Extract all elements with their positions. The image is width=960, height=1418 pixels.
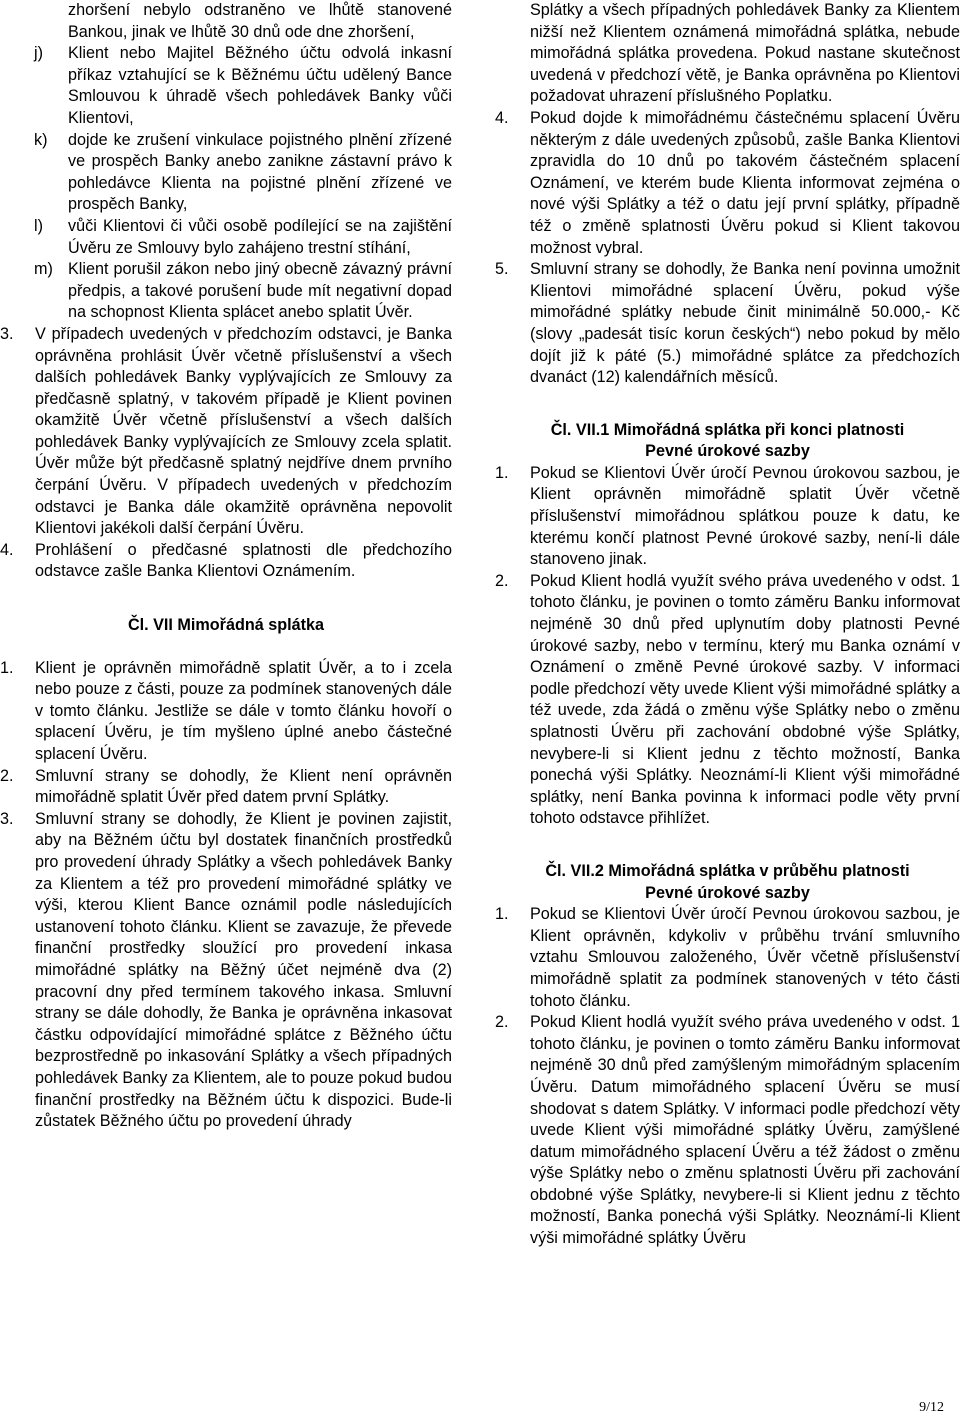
list-item-j (0, 43, 452, 129)
paragraph-text: Pokud dojde k mimořádnému částečnému splacení Úvěru některým z dále uvedených způsobů, zašle Banka Klientovi zpravidla do 10 dnů po takovém částečném splacení Oznámení, ve kterém bude Klienta informovat zejména o nové výši Splátky a též o datu její první splátky, případně též o změně splatnosti Úvěru pokud si Klient takovou možnost vybral. (530, 108, 960, 257)
list-marker: m) (34, 260, 53, 279)
paragraph-number: 3. (0, 809, 14, 828)
left-column (0, 0, 452, 1133)
list-item-k (0, 130, 452, 216)
right-column (495, 0, 960, 1250)
heading-line: Čl. VII.1 Mimořádná splátka při konci platnosti (550, 420, 905, 439)
vii2-paragraph-1 (495, 904, 960, 1012)
paragraph-number: 3. (0, 324, 14, 343)
section-heading-vii-1 (495, 420, 960, 463)
paragraph-text: V případech uvedených v předchozím odstavci, je Banka oprávněna prohlásit Úvěr včetně příslušenství a všech dalších pohledávek Banky vyplývajících ze Smlouvy za předčasně splatný, v takovém případě je Klient povinen okamžitě Úvěr včetně příslušenství a všech dalších pohledávek Banky vyplývajících ze Smlouvy zcela splatit. Úvěr může být předčasně splatný nejdříve dnem prvního čerpání Úvěru. V případech uvedených v předchozím odstavci je Banka dále okamžitě oprávněna nepovolit Klientovi jakékoli další čerpání Úvěru. (35, 324, 452, 538)
paragraph-text: Pokud Klient hodlá využít svého práva uvedeného v odst. 1 tohoto článku, je povinen o tomto záměru Banku informovat nejméně 30 dnů před uplynutím doby platnosti Pevné úrokové sazby, nebo v termínu, který mu Banka oznámí v Oznámení o změně Pevné úrokové sazby. V informaci podle předchozí věty uvede Klient výši mimořádné splátky a též uvede, zda žádá o změnu výše Splátky nebo o změnu splatnosti Úvěru při zachování obdobné výše Splátky, nevybere-li si Klient jednu z těchto možností, Banka ponechá výši Splátky. Neoznámí-li Klient výši mimořádné splátky, není Banka povinna k informaci podle věty první tohoto odstavce přihlížet. (530, 571, 960, 828)
paragraph-number: 5. (495, 260, 509, 279)
vii-paragraph-1 (0, 658, 452, 766)
paragraph-number: 4. (495, 108, 509, 127)
page-number: 9/12 (919, 1400, 944, 1415)
heading-line: Čl. VII.2 Mimořádná splátka v průběhu platnosti (545, 861, 910, 880)
paragraph-text: Pokud se Klientovi Úvěr úročí Pevnou úrokovou sazbou, je Klient oprávněn, kdykoliv v průběhu trvání smluvního vztahu Smlouvou založeného, Úvěr včetně příslušenství mimořádně splatit za podmínek stanovených v této části tohoto článku. (530, 905, 960, 1010)
list-marker: j) (34, 44, 43, 63)
vii2-paragraph-2 (495, 1012, 960, 1250)
vii1-paragraph-1 (495, 463, 960, 571)
list-marker: k) (34, 130, 48, 149)
vii-paragraph-4 (495, 108, 960, 259)
paragraph-text: Klient je oprávněn mimořádně splatit Úvěr, a to i zcela nebo pouze z části, pouze za podmínek stanovených dále v tomto článku. Jestliže se dále v tomto článku hovoří o splacení Úvěru, je tím myšleno úplné anebo částečné splacení Úvěru. (35, 658, 452, 763)
paragraph-number: 2. (495, 1013, 509, 1032)
paragraph-number: 1. (0, 658, 14, 677)
list-item-text: Klient nebo Majitel Běžného účtu odvolá inkasní příkaz vztahující se k Běžnému účtu udělený Bance Smlouvou k úhradě všech pohledávek Banky vůči Klientovi, (68, 44, 452, 127)
section-heading-vii-2 (495, 861, 960, 904)
paragraph-text: Pokud Klient hodlá využít svého práva uvedeného v odst. 1 tohoto článku, je povinen o tomto záměru Banku informovat nejméně 30 dnů před zamýšleným mimořádným splacením Úvěru. Datum mimořádného splacení Úvěru se musí shodovat s datem Splátky. V informaci podle předchozí věty uvede Klient výši mimořádné splátky Úvěru, zamýšlené datum mimořádného splacení Úvěru a též žádost o změnu výše Splátky nebo o změnu splatnosti Úvěru při zachování obdobné výše Splátky, nevybere-li si Klient jednu z těchto možností, Banka ponechá výši Splátky. Neoznámí-li Klient výši mimořádné splátky Úvěru (530, 1013, 960, 1248)
paragraph-continuation: Splátky a všech případných pohledávek Banky za Klientem nižší než Klientem oznámená mimořádná splátka, nebude mimořádná splátka provedena. Pokud nastane skutečnost uvedená v předchozí větě, je Banka oprávněna po Klientovi požadovat uhrazení příslušného Poplatku. (530, 1, 960, 106)
paragraph-number: 2. (495, 571, 509, 590)
vii-paragraph-2 (0, 766, 452, 809)
list-item-l (0, 216, 452, 259)
list-item-text: dojde ke zrušení vinkulace pojistného plnění zřízené ve prospěch Banky anebo zanikne zástavní právo k pohledávce Klienta na pojistné plnění zřízené ve prospěch Banky, (68, 130, 452, 214)
paragraph-text: Prohlášení o předčasné splatnosti dle předchozího odstavce zašle Banka Klientovi Oznámením. (35, 540, 452, 581)
list-marker: l) (34, 216, 43, 235)
list-item-text: vůči Klientovi či vůči osobě podílející se na zajištění Úvěru ze Smlouvy bylo zahájeno trestní stíhání, (68, 216, 452, 257)
paragraph-text: Smluvní strany se dohodly, že Klient není oprávněn mimořádně splatit Úvěr před datem první Splátky. (35, 766, 452, 807)
section-heading-vii: Čl. VII Mimořádná splátka (127, 616, 325, 635)
paragraph-text: Smluvní strany se dohodly, že Banka není povinna umožnit Klientovi mimořádné splacení Úvěru, pokud výše mimořádné splátky nebude činit minimálně 50.000,- Kč (slovy „padesát tisíc korun českých“) nebo pokud by mělo dojít již k páté (5.) mimořádné splátce za předchozích dvanáct (12) kalendářních měsíců. (530, 260, 960, 387)
paragraph-number: 2. (0, 766, 14, 785)
heading-line: Pevné úrokové sazby (645, 883, 810, 902)
paragraph-text: Smluvní strany se dohodly, že Klient je povinen zajistit, aby na Běžném účtu byl dostatek finančních prostředků pro provedení úhrady Splátky a všech pohledávek Banky za Klientem a též pro provedení mimořádné splátky ve výši, kterou Klient Bance oznámil podle následujících ustanovení tohoto článku. Klient se zavazuje, že převede finanční prostředky sloužící pro provedení inkasa mimořádné splátky na Běžný účet nejméně dva (2) pracovní dny před termínem takového inkasa. Smluvní strany se dále dohodly, že Banka je oprávněna inkasovat částku odpovídající mimořádné splátce z Běžného účtu bezprostředně po inkasování Splátky a všech případných pohledávek Banky za Klientem, ale to pouze pokud budou finanční prostředky na Běžném účtu k dispozici. Bude-li zůstatek Běžného účtu po provedení úhrady (35, 809, 452, 1131)
paragraph-4 (0, 540, 452, 583)
vii-paragraph-3 (0, 809, 452, 1133)
vii-paragraph-5 (495, 259, 960, 389)
paragraph-text: Pokud se Klientovi Úvěr úročí Pevnou úrokovou sazbou, je Klient oprávněn mimořádně splatit Úvěr včetně příslušenství mimořádnou splátkou pouze k datu, ke kterému končí platnost Pevné úrokové sazby, není-li dále stanoveno jinak. (530, 463, 960, 569)
heading-line: Pevné úrokové sazby (645, 442, 810, 461)
list-item-m (0, 259, 452, 324)
list-item-text: Klient porušil zákon nebo jiný obecně závazný právní předpis, a takové porušení bude mít negativní dopad na schopnost Klienta splácet anebo splatit Úvěr. (68, 260, 452, 322)
paragraph-3 (0, 324, 452, 540)
paragraph-number: 1. (495, 463, 509, 482)
vii1-paragraph-2 (495, 571, 960, 830)
paragraph-number: 1. (495, 905, 509, 924)
paragraph-number: 4. (0, 540, 14, 559)
paragraph-continuation: zhoršení nebylo odstraněno ve lhůtě stanovené Bankou, jinak ve lhůtě 30 dnů ode dne zhoršení, (68, 1, 452, 41)
